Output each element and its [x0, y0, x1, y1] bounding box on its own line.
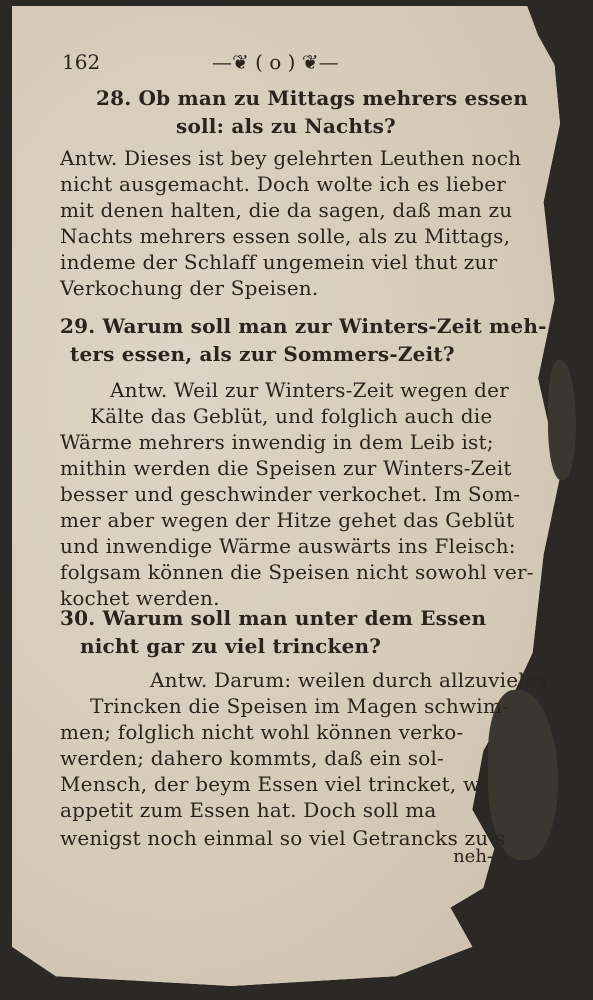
text-line: men; folglich nicht wohl können verko- — [60, 720, 464, 744]
page-header — [62, 50, 502, 78]
text-line: ters essen, als zur Sommers-Zeit? — [70, 342, 455, 366]
text-line: Nachts mehrers essen solle, als zu Mittags, — [60, 224, 511, 248]
text-line: Kälte das Geblüt, und folglich auch die — [90, 404, 493, 428]
text-line: Trincken die Speisen im Magen schwim- — [90, 694, 510, 718]
text-line: mer aber wegen der Hitze gehet das Geblüt — [60, 508, 515, 532]
text-line: kochet werden. — [60, 586, 220, 610]
text-line: 30. Warum soll man unter dem Essen — [60, 606, 487, 630]
text-line: mit denen halten, die da sagen, daß man zu — [60, 198, 513, 222]
text-line: nicht ausgemacht. Doch wolte ich es lieber — [60, 172, 507, 196]
text-line: 29. Warum soll man zur Winters-Zeit meh- — [60, 314, 547, 338]
text-line: Antw. Weil zur Winters-Zeit wegen der — [110, 378, 509, 402]
page-number: 162 — [62, 50, 101, 74]
text-line: nicht gar zu viel trincken? — [80, 634, 382, 658]
catchword: neh- — [453, 846, 493, 867]
text-line: und inwendige Wärme auswärts ins Fleisch: — [60, 534, 516, 558]
text-line: Antw. Dieses ist bey gelehrten Leuthen noch — [60, 146, 522, 170]
text-line: Antw. Darum: weilen durch allzuvieles — [150, 668, 548, 692]
text-line: indeme der Schlaff ungemein viel thut zur — [60, 250, 498, 274]
text-line: soll: als zu Nachts? — [176, 114, 396, 138]
text-line: besser und geschwinder verkochet. Im Som- — [60, 482, 521, 506]
text-line: folgsam können die Speisen nicht sowohl ver- — [60, 560, 534, 584]
text-line: werden; dahero kommts, daß ein sol- — [60, 746, 445, 770]
text-line: mithin werden die Speisen zur Winters-Zeit — [60, 456, 512, 480]
text-line: Verkochung der Speisen. — [60, 276, 319, 300]
text-line: Wärme mehrers inwendig in dem Leib ist; — [60, 430, 494, 454]
text-line: appetit zum Essen hat. Doch soll ma — [60, 798, 437, 822]
text-line: Mensch, der beym Essen viel trincket, w — [60, 772, 481, 796]
text-line: wenigst noch einmal so viel Getrancks zu s — [60, 826, 506, 850]
text-line: 28. Ob man zu Mittags mehrers essen — [96, 86, 528, 110]
header-ornament: —❦ ( o ) ❦— — [212, 50, 339, 74]
